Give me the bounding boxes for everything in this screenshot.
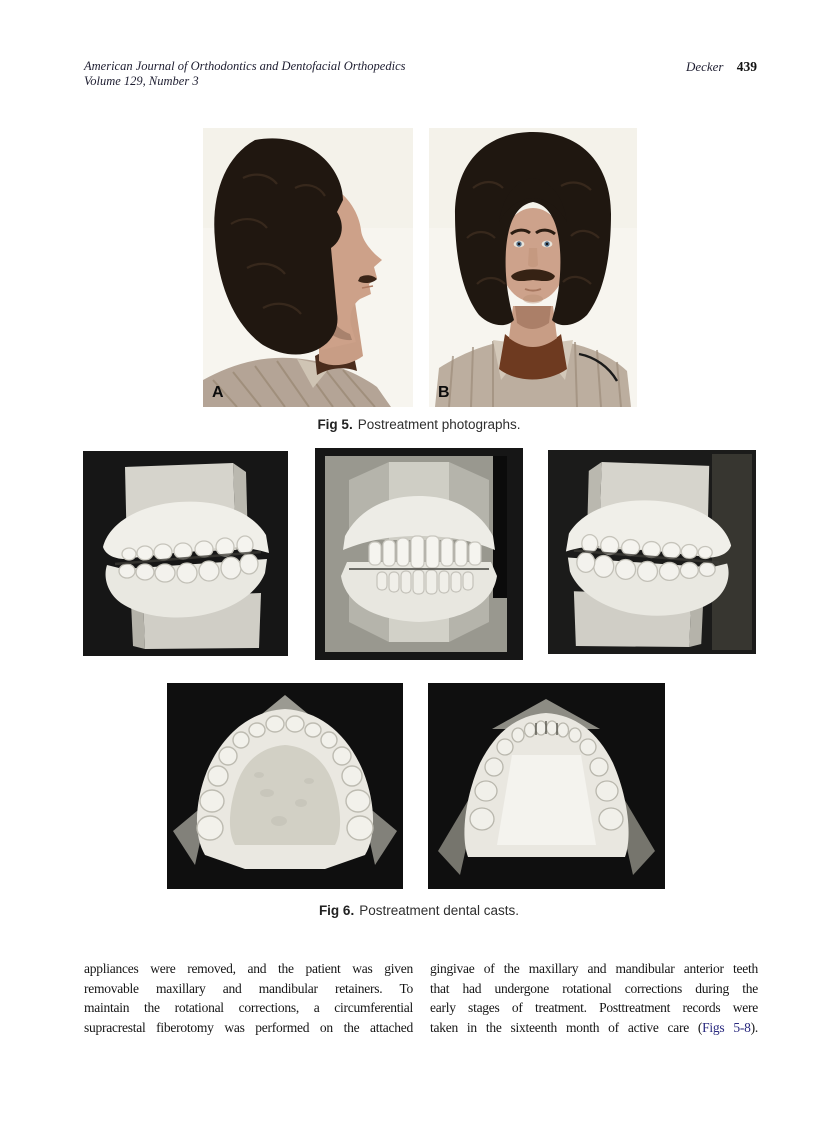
journal-volume: Volume 129, Number 3 xyxy=(84,74,199,88)
body-column-left xyxy=(84,959,413,1037)
running-head xyxy=(84,59,406,89)
cast-maxillary-occlusal xyxy=(167,683,403,889)
frontal-portrait-image xyxy=(429,128,637,407)
cast-mandibular-occlusal xyxy=(428,683,665,889)
photo-a-label: A xyxy=(212,384,224,401)
body-line: supracrestal fiberotomy was performed on the attached xyxy=(84,1019,413,1035)
author-name: Decker xyxy=(685,59,724,74)
journal-title: American Journal of Orthodontics and Dentofacial Orthopedics xyxy=(84,59,406,73)
cast-right-lateral xyxy=(548,450,756,654)
figure5-caption-text: Postreatment photographs. xyxy=(357,417,521,432)
body-line: removable maxillary and mandibular retainers. To xyxy=(84,980,413,996)
running-head-right xyxy=(686,59,757,75)
body-text-before-xref: taken in the sixteenth month of active care ( xyxy=(430,1019,703,1035)
cast-left-lateral xyxy=(83,451,288,656)
profile-portrait-image xyxy=(203,128,413,407)
body-text-after-xref: ). xyxy=(750,1019,758,1035)
figure5-label: Fig 5. xyxy=(317,417,353,432)
photo-profile xyxy=(203,128,413,407)
body-column-right xyxy=(430,959,758,1037)
body-line-with-xref xyxy=(430,1018,758,1038)
figure6-caption-text: Postreatment dental casts. xyxy=(359,903,520,918)
figure6-caption xyxy=(0,903,838,918)
body-line: appliances were removed, and the patient was given xyxy=(84,961,413,976)
page-number: 439 xyxy=(736,59,757,74)
body-line: maintain the rotational corrections, a circumferential xyxy=(84,1000,413,1015)
figure6-label: Fig 6. xyxy=(318,903,355,918)
figure-cross-reference-link[interactable]: Figs 5-8 xyxy=(702,1019,751,1035)
body-line: gingivae of the maxillary and mandibular anterior teeth xyxy=(430,961,758,976)
photo-frontal xyxy=(429,128,637,407)
figure5-caption xyxy=(0,417,838,432)
cast-frontal xyxy=(315,448,523,660)
body-line: early stages of treatment. Posttreatment records were xyxy=(430,1000,758,1015)
body-line: that had undergone rotational corrections during the xyxy=(430,980,758,996)
photo-b-label: B xyxy=(438,384,450,401)
